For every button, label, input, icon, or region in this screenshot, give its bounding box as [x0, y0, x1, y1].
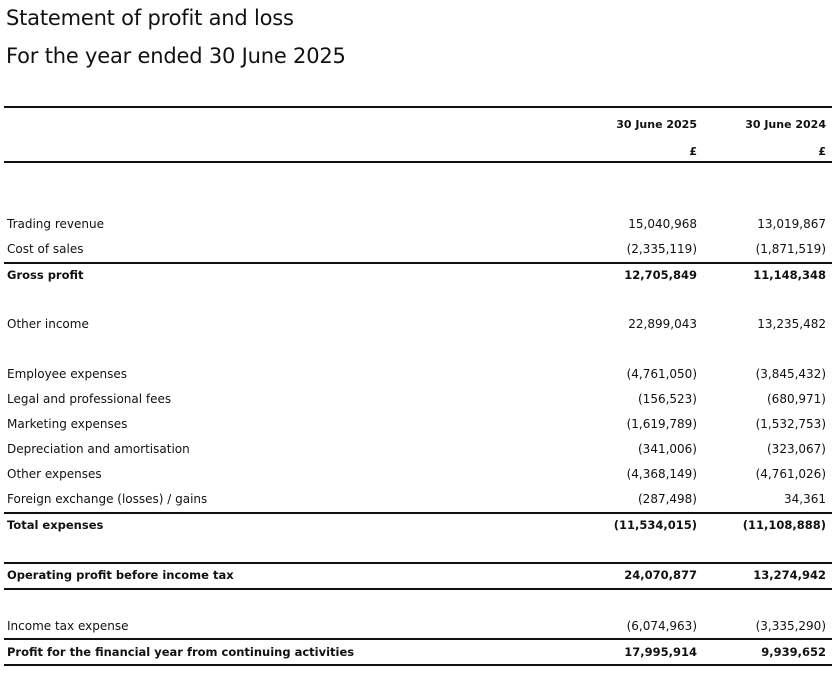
- value-2025: (6,074,963): [626, 619, 697, 633]
- row-label: Employee expenses: [7, 367, 128, 381]
- column-header-2024: 30 June 2024: [745, 118, 826, 131]
- value-2024: 13,274,942: [753, 568, 826, 582]
- value-2025: (156,523): [638, 392, 697, 406]
- value-2024: (323,067): [767, 442, 826, 456]
- value-2025: 15,040,968: [628, 217, 697, 231]
- value-2025: (4,368,149): [626, 467, 697, 481]
- row-label: Marketing expenses: [7, 417, 128, 431]
- value-2024: 34,361: [784, 492, 826, 506]
- value-2025: 17,995,914: [624, 645, 697, 659]
- table-row-other-income: [0, 317, 836, 337]
- table-row-marketing-expenses: [0, 417, 836, 437]
- total-expenses-rule: [4, 512, 832, 514]
- value-2024: (4,761,026): [755, 467, 826, 481]
- value-2025: 24,070,877: [624, 568, 697, 582]
- table-row-other-expenses: [0, 467, 836, 487]
- operating-profit-top-rule: [4, 562, 832, 564]
- value-2025: (11,534,015): [613, 518, 697, 532]
- row-label: Foreign exchange (losses) / gains: [7, 492, 208, 506]
- row-label: Profit for the financial year from continuing activities: [7, 645, 355, 659]
- row-label: Operating profit before income tax: [7, 568, 234, 582]
- table-row-gross-profit: [0, 268, 836, 288]
- row-label: Gross profit: [7, 268, 84, 282]
- table-row-total-expenses: [0, 518, 836, 538]
- statement-subtitle: For the year ended 30 June 2025: [6, 44, 346, 68]
- currency-label-2024: £: [818, 145, 826, 158]
- value-2025: (287,498): [638, 492, 697, 506]
- value-2025: (4,761,050): [626, 367, 697, 381]
- header-bottom-rule: [4, 161, 832, 163]
- row-label: Legal and professional fees: [7, 392, 172, 406]
- row-label: Cost of sales: [7, 242, 84, 256]
- value-2025: (1,619,789): [626, 417, 697, 431]
- value-2024: (3,335,290): [755, 619, 826, 633]
- value-2024: (1,532,753): [755, 417, 826, 431]
- table-row-operating-profit: [0, 568, 836, 588]
- currency-label-2025: £: [689, 145, 697, 158]
- table-row-trading-revenue: [0, 217, 836, 237]
- row-label: Total expenses: [7, 518, 104, 532]
- table-row-cost-of-sales: [0, 242, 836, 262]
- value-2024: (680,971): [767, 392, 826, 406]
- table-row-profit-for-year: [0, 645, 836, 665]
- row-label: Other expenses: [7, 467, 102, 481]
- row-label: Other income: [7, 317, 89, 331]
- statement-title: Statement of profit and loss: [6, 6, 294, 30]
- value-2025: (341,006): [638, 442, 697, 456]
- table-row-employee-expenses: [0, 367, 836, 387]
- value-2025: 12,705,849: [624, 268, 697, 282]
- operating-profit-bottom-rule: [4, 588, 832, 590]
- row-label: Income tax expense: [7, 619, 129, 633]
- column-header-2025: 30 June 2025: [616, 118, 697, 131]
- value-2024: (1,871,519): [755, 242, 826, 256]
- value-2024: (11,108,888): [742, 518, 826, 532]
- value-2025: (2,335,119): [626, 242, 697, 256]
- table-row-foreign-exchange: [0, 492, 836, 512]
- value-2024: 11,148,348: [753, 268, 826, 282]
- value-2024: 13,019,867: [757, 217, 826, 231]
- value-2024: (3,845,432): [755, 367, 826, 381]
- header-top-rule: [4, 106, 832, 108]
- row-label: Trading revenue: [7, 217, 104, 231]
- value-2025: 22,899,043: [628, 317, 697, 331]
- table-row-depreciation-amortisation: [0, 442, 836, 462]
- row-label: Depreciation and amortisation: [7, 442, 190, 456]
- value-2024: 13,235,482: [757, 317, 826, 331]
- profit-top-rule: [4, 638, 832, 640]
- table-row-legal-professional-fees: [0, 392, 836, 412]
- value-2024: 9,939,652: [761, 645, 826, 659]
- gross-profit-rule: [4, 262, 832, 264]
- table-row-income-tax-expense: [0, 619, 836, 639]
- profit-bottom-rule: [4, 664, 832, 666]
